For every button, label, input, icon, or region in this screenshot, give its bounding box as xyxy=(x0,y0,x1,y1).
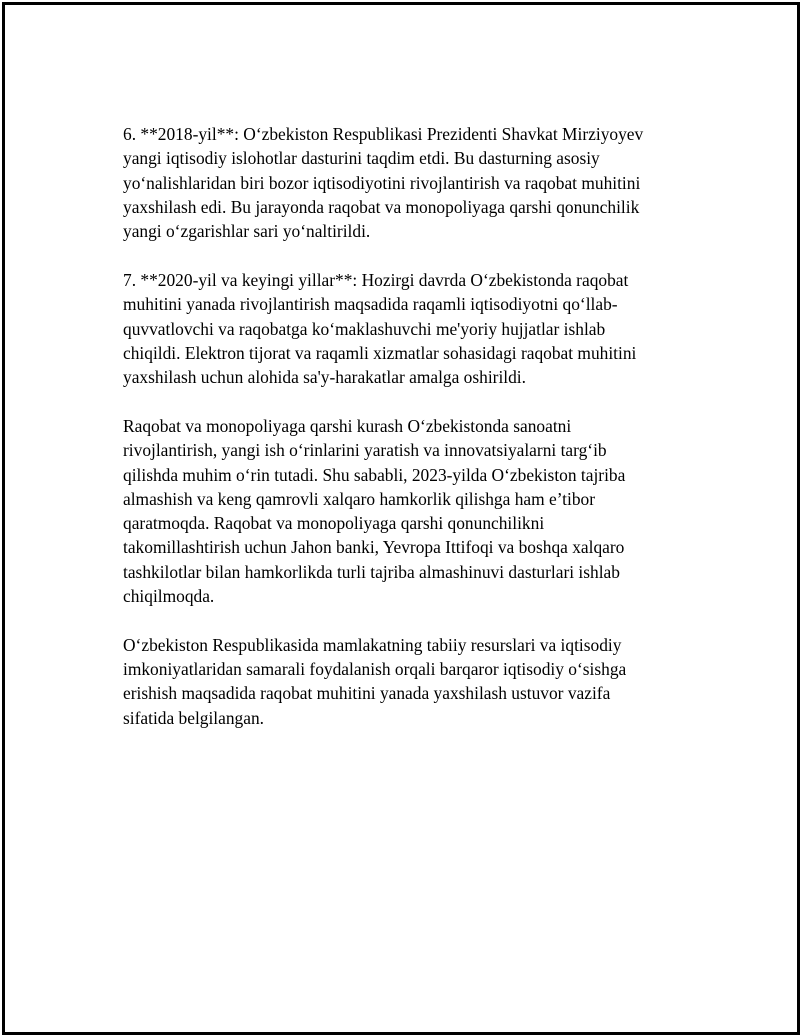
text-line: 6. **2018-yil**: O‘zbekiston Respublikasi Prezidenti Shavkat Mirziyoyev xyxy=(123,124,644,144)
text-line: qilishda muhim o‘rin tutadi. Shu sababli, 2023-yilda O‘zbekiston tajriba xyxy=(123,464,626,485)
paragraph-priority-task xyxy=(123,633,683,730)
text-line: 7. **2020-yil va keyingi yillar**: Hozirgi davrda O‘zbekistonda raqobat xyxy=(123,269,629,290)
text-line: tashkilotlar bilan hamkorlikda turli tajriba almashinuvi dasturlari ishlab xyxy=(123,561,620,582)
text-line: imkoniyatlaridan samarali foydalanish orqali barqaror iqtisodiy o‘sishga xyxy=(123,659,627,680)
text-line: yangi o‘zgarishlar sari yo‘naltirildi. xyxy=(123,221,371,242)
document-body xyxy=(123,122,683,755)
text-line: erishish maqsadida raqobat muhitini yanada yaxshilash ustuvor vazifa xyxy=(123,683,611,704)
document-page xyxy=(2,2,800,1035)
text-line: rivojlantirish, yangi ish o‘rinlarini yaratish va innovatsiyalarni targ‘ib xyxy=(123,440,607,461)
text-line: yangi iqtisodiy islohotlar dasturini taqdim etdi. Bu dasturning asosiy xyxy=(123,148,600,169)
text-line: chiqildi. Elektron tijorat va raqamli xizmatlar sohasidagi raqobat muhitini xyxy=(123,342,637,363)
text-line: yaxshilash uchun alohida sa'y-harakatlar amalga oshirildi. xyxy=(123,367,526,388)
text-line: takomillashtirish uchun Jahon banki, Yevropa Ittifoqi va boshqa xalqaro xyxy=(123,537,625,558)
text-line: muhitini yanada rivojlantirish maqsadida raqamli iqtisodiyotni qo‘llab- xyxy=(123,294,618,315)
text-line: sifatida belgilangan. xyxy=(123,707,265,728)
paragraph-competition-importance xyxy=(123,414,683,608)
paragraph-2018-reforms xyxy=(123,122,683,243)
paragraph-2020-digital-economy xyxy=(123,268,683,389)
text-line: quvvatlovchi va raqobatga ko‘maklashuvchi me'yoriy hujjatlar ishlab xyxy=(123,318,606,339)
text-line: chiqilmoqda. xyxy=(123,586,215,607)
text-line: yo‘nalishlaridan biri bozor iqtisodiyotini rivojlantirish va raqobat muhitini xyxy=(123,172,641,193)
text-line: qaratmoqda. Raqobat va monopoliyaga qarshi qonunchilikni xyxy=(123,513,545,534)
text-line: almashish va keng qamrovli xalqaro hamkorlik qilishga ham e’tibor xyxy=(123,488,596,509)
text-line: yaxshilash edi. Bu jarayonda raqobat va monopoliyaga qarshi qonunchilik xyxy=(123,196,640,217)
text-line: O‘zbekiston Respublikasida mamlakatning tabiiy resurslari va iqtisodiy xyxy=(123,634,622,655)
text-line: Raqobat va monopoliyaga qarshi kurash O‘zbekistonda sanoatni xyxy=(123,415,572,436)
